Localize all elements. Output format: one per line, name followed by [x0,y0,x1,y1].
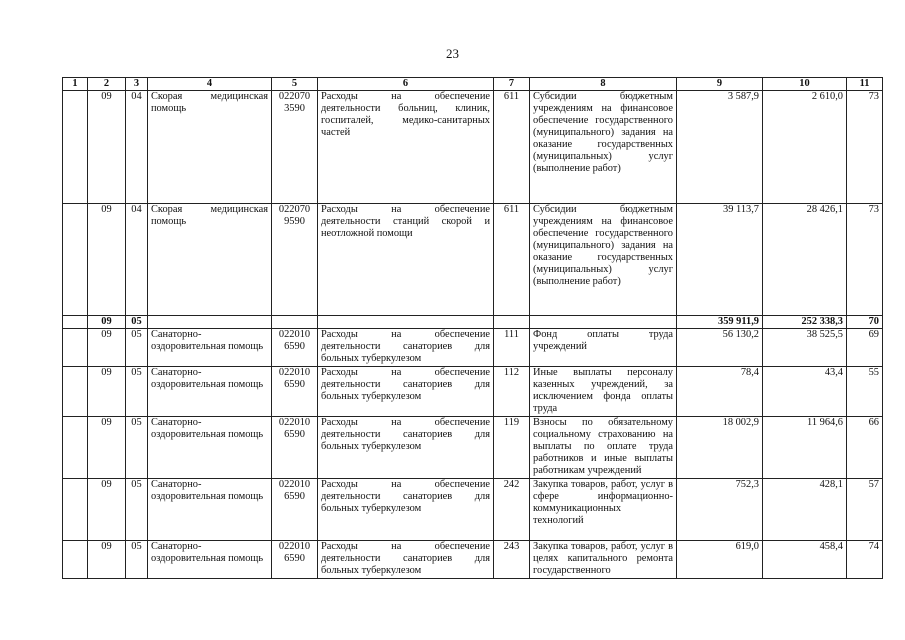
target-article: 022070 9590 [272,204,318,316]
expense-type-code: 112 [494,367,530,417]
expense-description: Расходы на обеспечение деятельности санаториев для больных туберкулезом [321,479,490,514]
header-cell: 2 [88,78,126,91]
section-code: 09 [88,316,126,329]
target-article: 022010 6590 [272,329,318,367]
header-cell: 3 [126,78,148,91]
header-cell: 7 [494,78,530,91]
amount-fact: 28 426,1 [763,204,847,316]
subsection-code: 04 [126,91,148,204]
target-article: 022070 3590 [272,91,318,204]
subsection-code: 05 [126,316,148,329]
expense-type-code: 111 [494,329,530,367]
header-row [63,78,883,91]
header-cell: 10 [763,78,847,91]
header-cell: 8 [530,78,677,91]
header-cell: 11 [847,78,883,91]
percent: 57 [847,479,883,541]
expense-type-code: 611 [494,91,530,204]
section-code: 09 [88,479,126,541]
amount-plan: 56 130,2 [677,329,763,367]
expense-description: Расходы на обеспечение деятельности больниц, клиник, госпиталей, медико-санитарных частей [321,91,490,138]
subtotal-row [63,316,883,329]
expense-type-name: Субсидии бюджетным учреждениям на финансовое обеспечение государственного (муниципального) задания на оказание государственных (муниципальных) услуг (выполнение работ) [533,91,673,174]
amount-plan: 18 002,9 [677,417,763,479]
amount-plan: 78,4 [677,367,763,417]
section-code: 09 [88,91,126,204]
col-1 [63,541,88,579]
expense-type-name: Иные выплаты персоналу казенных учреждений, за исключением фонда оплаты труда [533,367,673,414]
col-1 [63,417,88,479]
subsection-code: 05 [126,329,148,367]
subsection-code: 05 [126,479,148,541]
subsection-code: 04 [126,204,148,316]
amount-plan: 3 587,9 [677,91,763,204]
expense-type-code: 119 [494,417,530,479]
col-6 [318,316,494,329]
amount-fact: 2 610,0 [763,91,847,204]
col-1 [63,91,88,204]
col-8 [530,316,677,329]
amount-fact: 11 964,6 [763,417,847,479]
amount-plan: 619,0 [677,541,763,579]
subsection-name: Санаторно-оздоровительная помощь [151,329,264,352]
subsection-code: 05 [126,417,148,479]
subtotal-percent: 70 [847,316,883,329]
col-1 [63,367,88,417]
expense-type-name: Фонд оплаты труда учреждений [533,329,673,352]
subsection-code: 05 [126,367,148,417]
col-1 [63,316,88,329]
col-1 [63,479,88,541]
col-5 [272,316,318,329]
percent: 55 [847,367,883,417]
section-code: 09 [88,417,126,479]
section-code: 09 [88,329,126,367]
table-row [63,329,883,367]
expense-type-name: Закупка товаров, работ, услуг в сфере информационно-коммуникационных технологий [533,479,673,526]
target-article: 022010 6590 [272,541,318,579]
target-article: 022010 6590 [272,479,318,541]
expense-description: Расходы на обеспечение деятельности санаториев для больных туберкулезом [321,541,490,576]
section-code: 09 [88,541,126,579]
percent: 66 [847,417,883,479]
table-row [63,204,883,316]
subtotal-fact: 252 338,3 [763,316,847,329]
expense-type-name: Субсидии бюджетным учреждениям на финансовое обеспечение государственного (муниципального) задания на оказание государственных (муниципальных) услуг (выполнение работ) [533,204,673,287]
col-4 [148,316,272,329]
subsection-name: Санаторно-оздоровительная помощь [151,541,264,564]
expense-description: Расходы на обеспечение деятельности санаториев для больных туберкулезом [321,417,490,452]
amount-fact: 38 525,5 [763,329,847,367]
table-row [63,91,883,204]
expense-type-code: 243 [494,541,530,579]
page-number: 23 [446,46,459,61]
expense-description: Расходы на обеспечение деятельности санаториев для больных туберкулезом [321,329,490,364]
section-code: 09 [88,367,126,417]
expense-type-name: Взносы по обязательному социальному страхованию на выплаты по оплате труда работников и иные выплаты работникам учреждений [533,417,673,476]
col-1 [63,329,88,367]
subsection-name: Скорая медицинская помощь [151,91,268,114]
subsection-name: Санаторно-оздоровительная помощь [151,479,264,502]
header-cell: 5 [272,78,318,91]
subsection-name: Санаторно-оздоровительная помощь [151,417,264,440]
expense-description: Расходы на обеспечение деятельности станций скорой и неотложной помощи [321,204,490,239]
subsection-name: Санаторно-оздоровительная помощь [151,367,264,390]
percent: 73 [847,204,883,316]
subsection-name: Скорая медицинская помощь [151,204,268,227]
table-row [63,541,883,579]
expense-type-code: 242 [494,479,530,541]
header-cell: 9 [677,78,763,91]
expense-description: Расходы на обеспечение деятельности санаториев для больных туберкулезом [321,367,490,402]
amount-fact: 43,4 [763,367,847,417]
percent: 74 [847,541,883,579]
percent: 73 [847,91,883,204]
col-1 [63,204,88,316]
header-cell: 4 [148,78,272,91]
table-row [63,417,883,479]
header-cell: 6 [318,78,494,91]
table-row [63,367,883,417]
amount-plan: 752,3 [677,479,763,541]
amount-fact: 428,1 [763,479,847,541]
amount-plan: 39 113,7 [677,204,763,316]
col-7 [494,316,530,329]
percent: 69 [847,329,883,367]
section-code: 09 [88,204,126,316]
budget-table [62,77,883,579]
table-row [63,479,883,541]
expense-type-name: Закупка товаров, работ, услуг в целях капитального ремонта государственного [533,541,673,576]
expense-type-code: 611 [494,204,530,316]
header-cell: 1 [63,78,88,91]
subtotal-plan: 359 911,9 [677,316,763,329]
subsection-code: 05 [126,541,148,579]
amount-fact: 458,4 [763,541,847,579]
target-article: 022010 6590 [272,417,318,479]
target-article: 022010 6590 [272,367,318,417]
